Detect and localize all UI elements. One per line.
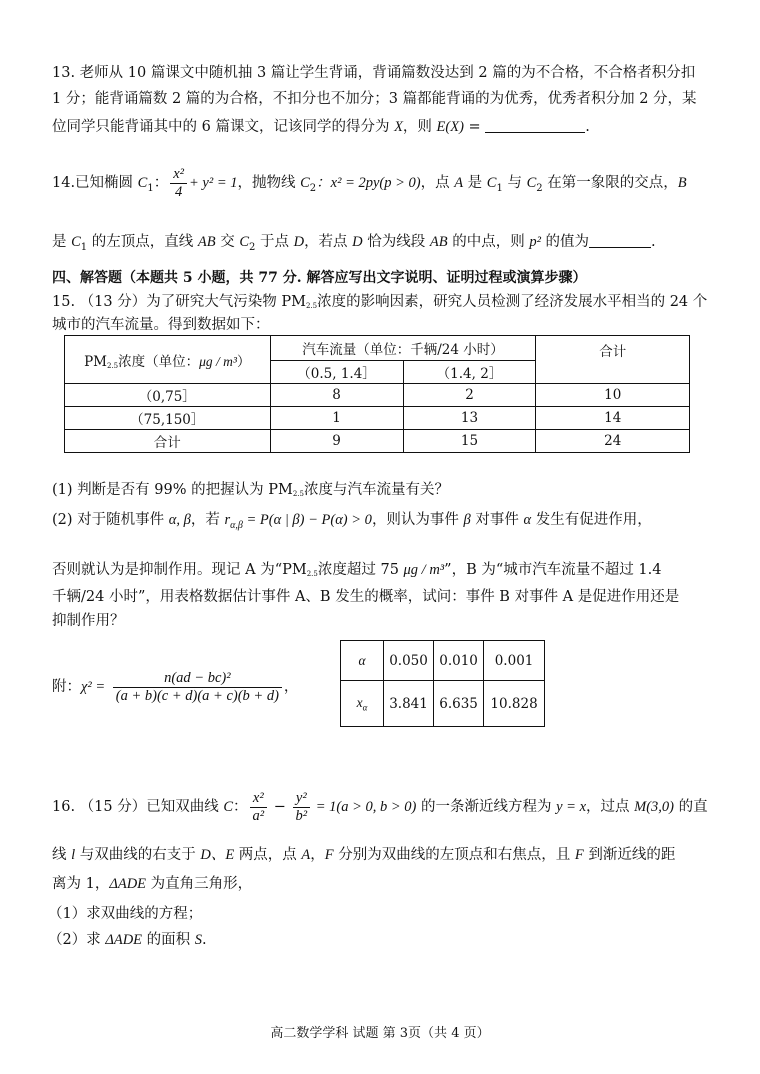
q16-sub2: （2）求 ΔADE 的面积 S. — [48, 932, 207, 948]
q15-part2-line4: 抑制作用？ — [52, 613, 125, 629]
q15-part2-line2: 否则就认为是抑制作用。现记 A 为“PM2.5浓度超过 75 μg / m³”，B 为“城市汽车流量不超过 1.4 — [52, 562, 662, 578]
table-cell: 1 — [270, 407, 403, 430]
table-cell: 14 — [536, 407, 690, 430]
section-heading: 四、解答题（本题共 5 小题，共 77 分. 解答应写出文字说明、证明过程或演算步骤） — [52, 270, 587, 286]
table-cell: 3.841 — [384, 681, 434, 727]
x-label: $x_\alpha$ — [341, 681, 384, 727]
q13-line2: 1 分；能背诵篇数 2 篇的为合格，不扣分也不加分；3 篇都能背诵的为优秀，优秀者积分加 2 分，某 — [52, 91, 697, 107]
answer-blank[interactable] — [589, 233, 651, 248]
q16-line2: 线 l 与双曲线的右支于 D、E 两点，点 A，F 分别为双曲线的左顶点和右焦点，且 F 到渐近线的距 — [52, 847, 676, 863]
q15-part2-line3: 千辆/24 小时”，用表格数据估计事件 A、B 发生的概率，试问：事件 B 对事件 A 是促进作用还是 — [52, 589, 680, 605]
q15-part1: (1) 判断是否有 99% 的把握认为 PM2.5浓度与汽车流量有关？ — [52, 482, 449, 498]
q14-line2: 是 $C_1$ 的左顶点，直线 AB 交 $C_2$ 于点 D，若点 D 恰为线段 AB 的中点，则 p² 的值为 . — [52, 234, 656, 253]
table-cell: （75,150］ — [65, 407, 271, 430]
page-footer: 高二数学学科 试题 第 3页（共 4 页） — [270, 1026, 490, 1041]
q15-line2: 城市的汽车流量。得到数据如下： — [52, 317, 270, 333]
q15-part2: (2) 对于随机事件 α, β，若 $r_{\alpha,\beta} = P(\alpha$ | β) − P(α) > 0，则认为事件 β 对事件 α 发生有促进作用， — [52, 512, 652, 531]
table-cell: 15 — [403, 430, 536, 453]
table-cell: 合计 — [65, 430, 271, 453]
table-cell: 0.010 — [434, 641, 484, 681]
chi-formula: 附：χ² = $\frac{\text{n(ad − bc)²}}{(a + b)(c + d)(a + c)(b + d)}$ ， — [52, 669, 299, 704]
q16-line3: 离为 1，ΔADE 为直角三角形， — [52, 876, 253, 892]
table-cell: 10 — [536, 384, 690, 407]
answer-blank[interactable] — [485, 118, 585, 133]
table-cell: 8 — [270, 384, 403, 407]
table-cell: 24 — [536, 430, 690, 453]
table-cell: 10.828 — [484, 681, 545, 727]
table-row — [65, 384, 690, 407]
ellipse-fraction: $\frac{\text{x²}}{4}$ — [170, 166, 187, 201]
subheader: （1.4, 2］ — [403, 361, 536, 384]
table-row — [65, 407, 690, 430]
header-pm: PM2.5浓度（单位：μg / m³） — [65, 336, 271, 384]
critical-value-table — [340, 640, 545, 727]
header-total: 合计 — [536, 336, 690, 384]
table-cell: （0,75］ — [65, 384, 271, 407]
alpha-label: α — [341, 641, 384, 681]
table-cell: 6.635 — [434, 681, 484, 727]
q16-line1: 16. （15 分）已知双曲线 C： $\frac{\text{x²}}{\text{a²}}$ − $\frac{\text{y²}}{\text{b²}}$ = 1(a > 0, b > 0) 的一条渐近线方程为 y = x，过点 M(3,0) 的直 — [52, 789, 708, 824]
table-cell: 9 — [270, 430, 403, 453]
q15-line1: 15. （13 分）为了研究大气污染物 PM2.5浓度的影响因素，研究人员检测了经济发展水平相当的 24 个 — [52, 294, 708, 310]
q14-line1: 14.已知椭圆 $C_1$： $\frac{\text{x²}}{4}$ + y² = 1，抛物线 $C_2$：x² = 2py(p > 0)，点 A 是 $C_1$ 与 $C_2$ 在第一象限的交点，B — [52, 165, 687, 200]
subheader: （0.5, 1.4］ — [270, 361, 403, 384]
header-traffic: 汽车流量（单位：千辆/24 小时） — [270, 336, 536, 361]
table-row — [65, 430, 690, 453]
table-cell: 13 — [403, 407, 536, 430]
q13-line3: 位同学只能背诵其中的 6 篇课文，记该同学的得分为 X，则 E(X) = . — [52, 119, 590, 135]
traffic-table — [64, 335, 690, 453]
table-cell: 0.001 — [484, 641, 545, 681]
table-cell: 0.050 — [384, 641, 434, 681]
table-cell: 2 — [403, 384, 536, 407]
q16-sub1: （1）求双曲线的方程； — [48, 906, 203, 922]
q13-line1: 13. 老师从 10 篇课文中随机抽 3 篇让学生背诵，背诵篇数没达到 2 篇的为不合格，不合格者积分扣 — [52, 65, 696, 81]
